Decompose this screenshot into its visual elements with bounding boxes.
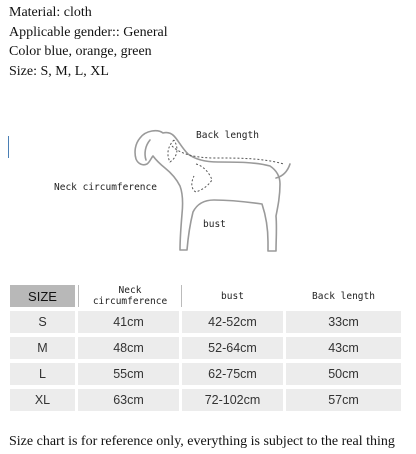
bust-cell: 52-64cm <box>182 337 286 359</box>
neck-cell: 63cm <box>78 389 182 411</box>
neck-cell: 48cm <box>78 337 182 359</box>
size-spec: Size: S, M, L, XL <box>9 63 109 79</box>
bust-cell: 72-102cm <box>182 389 286 411</box>
header-size: SIZE <box>10 285 78 307</box>
table-row <box>10 337 404 359</box>
header-back-length: Back length <box>286 285 404 307</box>
table-header-row <box>10 285 404 307</box>
neck-circumference-label: Neck circumference <box>54 182 157 193</box>
bust-cell: 42-52cm <box>182 311 286 333</box>
neck-cell: 41cm <box>78 311 182 333</box>
product-specs <box>9 3 168 81</box>
header-bust: bust <box>182 285 286 307</box>
dog-measurement-diagram <box>0 120 416 270</box>
back-length-cell: 43cm <box>286 337 404 359</box>
size-cell: XL <box>10 389 78 411</box>
bust-label: bust <box>203 219 226 230</box>
size-cell: S <box>10 311 78 333</box>
size-table <box>10 281 404 415</box>
table-row <box>10 311 404 333</box>
gender-spec: Applicable gender:: General <box>9 24 168 40</box>
disclaimer-text: Size chart is for reference only, everything is subject to the real thing <box>9 434 395 449</box>
header-neck: Neck circumference <box>78 285 182 307</box>
size-chart <box>10 281 404 415</box>
material-spec: Material: cloth <box>9 5 92 20</box>
bust-cell: 62-75cm <box>182 363 286 385</box>
neck-cell: 55cm <box>78 363 182 385</box>
back-length-cell: 50cm <box>286 363 404 385</box>
dog-outline-icon <box>0 120 416 270</box>
table-row <box>10 389 404 411</box>
size-cell: L <box>10 363 78 385</box>
color-spec: Color blue, orange, green <box>9 44 152 59</box>
back-length-label: Back length <box>196 130 259 141</box>
table-row <box>10 363 404 385</box>
size-cell: M <box>10 337 78 359</box>
back-length-cell: 57cm <box>286 389 404 411</box>
back-length-cell: 33cm <box>286 311 404 333</box>
